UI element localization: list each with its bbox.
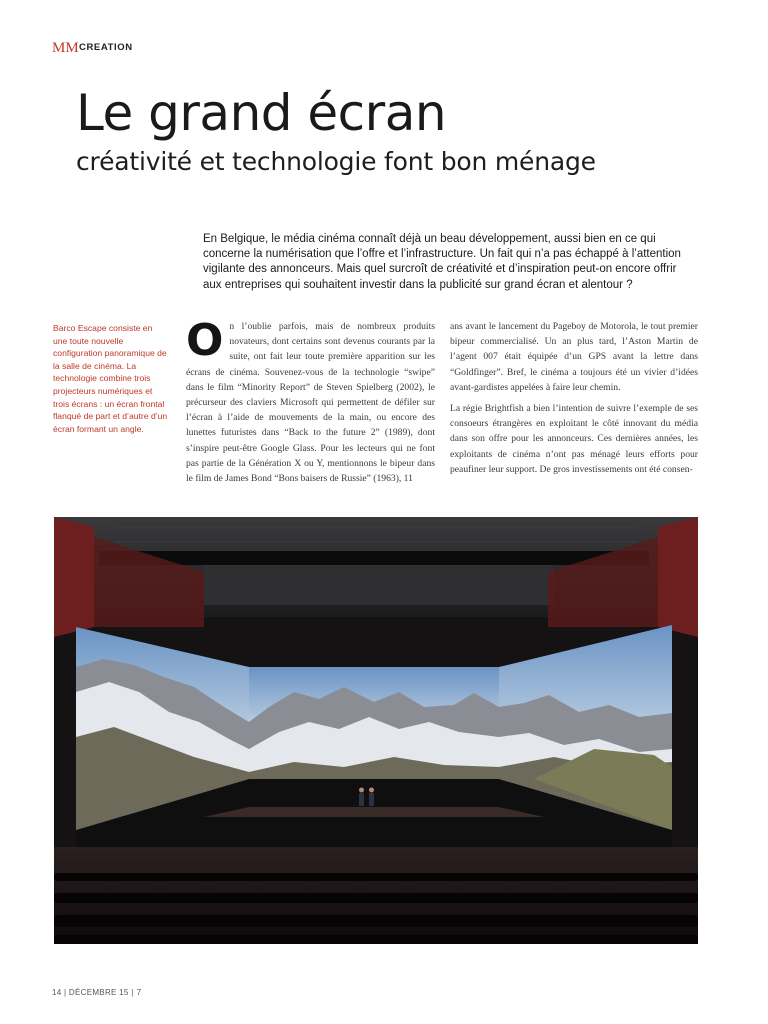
section-label: CREATION (79, 42, 133, 53)
article-column-1 (186, 315, 435, 492)
footer-issue: 14 | DÉCEMBRE 15 | (52, 988, 134, 997)
page-subtitle: créativité et technologie font bon ménage (76, 147, 596, 176)
page-footer (52, 988, 144, 997)
article-paragraph (186, 315, 435, 486)
column-1-text: n l’oublie parfois, mais de nombreux produits novateurs, dont certains sont devenus courants par la suite, ont fait leur toute première apparition sur les écrans de cinéma. Souvenez-vous de la technologie “swipe” dans le film “Minority Report” de Steven Spielberg (2002), le précurseur des claviers Microsoft qui permettent de défiler sur l’écran à l’aide de mouvements de la main, ou encore des lunettes futuristes dans “Back to the future 2” (1989), dont s’inspire peut-être Google Glass. Pour les lecteurs qui ne font pas partie de la Génération X ou Y, mentionnons le bipeur dans le film de James Bond “Bons baisers de Russie” (1963), 11 (186, 321, 435, 485)
article-paragraph: ans avant le lancement du Pageboy de Motorola, le tout premier bipeur commercialisé. Un an plus tard, l’Aston Martin de l’agent 007 était équipée d’un GPS avant la lettre dans “Goldfinger”. Bref, le cinéma a toujours été un vivier d’idées avant-gardistes appelées à faire leur chemin. (450, 321, 698, 393)
article-column-2 (450, 319, 698, 483)
page-number: 7 (136, 988, 142, 997)
cinema-panorama-photo (54, 517, 698, 944)
drop-cap: O (186, 315, 224, 366)
magazine-logo (52, 38, 79, 56)
lead-paragraph: En Belgique, le média cinéma connaît déjà un beau développement, aussi bien en ce qui concerne la numérisation que l’offre et l’infrastructure. Un fait qui n’a pas échappé à l’attention vigilante des annonceurs. Mais quel surcroît de créativité et d’inspiration peut-on encore offrir aux entreprises qui souhaitent investir dans la publicité sur grand écran et alentour ? (203, 233, 681, 291)
article-paragraph: La régie Brightfish a bien l’intention de suivre l’exemple de ses consoeurs étrangères en exploitant le côté innovant du média dans son offre pour les annonceurs. Ces dernières années, les exploitants de cinéma n’ont pas ménagé leurs efforts pour peaufiner leur support. De gros investissements ont été consen- (450, 403, 698, 475)
page-title: Le grand écran (76, 84, 447, 142)
photo-caption: Barco Escape consiste en une toute nouvelle configuration panoramique de la salle de cinéma. La technologie combine trois projecteurs numériques et trois écrans : un écran frontal flanqué de part et d’autre d’un écran formant un angle. (53, 323, 168, 434)
logo-mark: MM (52, 40, 79, 56)
